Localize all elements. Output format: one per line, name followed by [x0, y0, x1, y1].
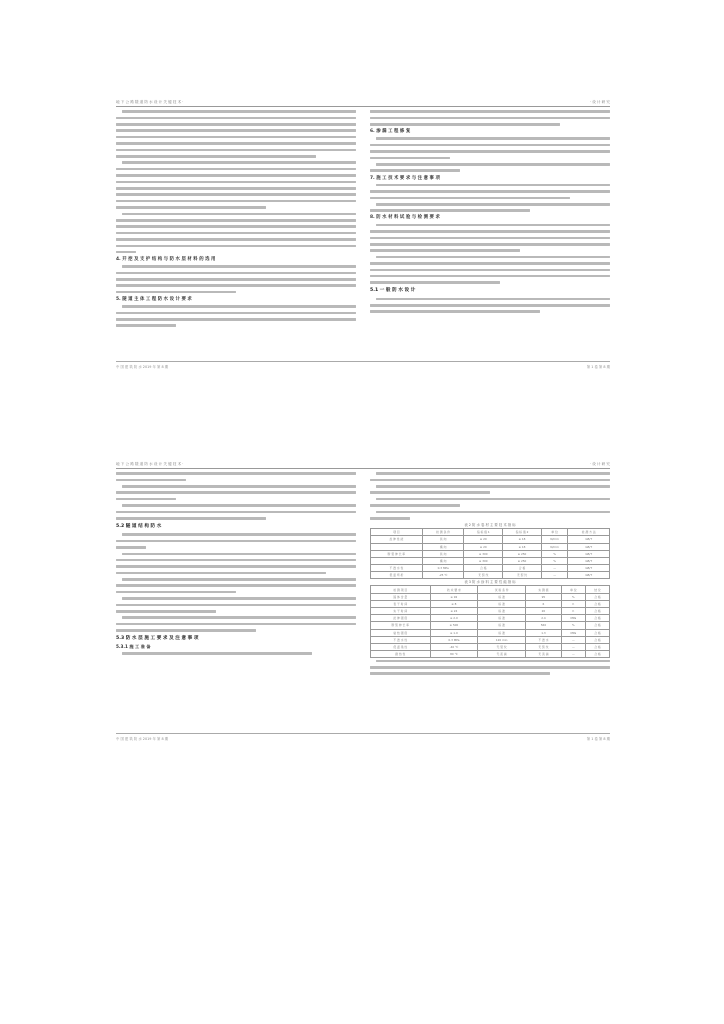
- text-line: [370, 497, 610, 502]
- table-cell: 无 流 淌: [526, 651, 562, 658]
- table-cell: 标 准: [478, 622, 526, 629]
- text-line: [116, 577, 356, 582]
- text-line: [116, 615, 356, 620]
- table-caption: 表 3 防 水 涂 料 主 要 性 能 指 标: [464, 580, 516, 585]
- table-cell: 表 干 时 间: [371, 600, 431, 607]
- text-line: [370, 155, 610, 160]
- table-cell: GB/T: [568, 565, 610, 572]
- text-line: [116, 167, 356, 172]
- table-cell: 6: [526, 600, 562, 607]
- table-cell: 无 裂 纹: [478, 643, 526, 650]
- table-cell: ≥ 250: [503, 550, 542, 557]
- text-line: [370, 162, 610, 167]
- table-cell: 无 裂 纹: [464, 572, 503, 579]
- table-row: [371, 636, 610, 643]
- section-title: 5.3 防 水 层 施 工 要 求 及 注 意 事 项: [116, 636, 199, 642]
- table-row: [371, 608, 610, 615]
- table-cell: GB/T: [568, 536, 610, 543]
- text-line: [370, 149, 610, 154]
- table-cell: -40 ℃: [430, 643, 478, 650]
- table-cell: 纵 向: [422, 550, 464, 557]
- table-header-cell: 实 测 值: [526, 586, 562, 593]
- text-line: [116, 270, 356, 275]
- text-line: [116, 622, 356, 627]
- section-heading: 7. 施 工 技 术 要 求 与 注 意 事 项: [370, 175, 440, 181]
- text-line: [370, 136, 610, 141]
- text-line: [116, 304, 356, 309]
- document-page-1: [116, 97, 610, 369]
- table-header-cell: 单 位: [561, 586, 585, 593]
- table-cell: 合 格: [585, 622, 609, 629]
- table-cell: 20: [526, 608, 562, 615]
- table-cell: 标 准: [478, 608, 526, 615]
- table-cell: 合 格: [585, 651, 609, 658]
- section-heading: 4. 开 挖 及 支 护 结 构 与 防 水 层 材 料 的 选 用: [116, 256, 216, 262]
- table-cell: 不 透 水 性: [371, 636, 431, 643]
- table-cell: -25 ℃: [422, 572, 464, 579]
- text-line: [116, 317, 356, 322]
- text-line: [116, 205, 356, 210]
- table-cell: 合 格: [503, 565, 542, 572]
- table-row: [371, 572, 610, 579]
- footer-left-text: 中 国 建 筑 防 水 2019 年 第 8 期: [116, 737, 169, 741]
- table-cell: 拉 伸 强 度: [371, 615, 431, 622]
- text-line: [116, 128, 356, 133]
- text-line: [370, 115, 610, 120]
- text-line: [370, 143, 610, 148]
- text-line: [116, 135, 356, 140]
- text-line: [370, 296, 610, 301]
- document-page-2: [116, 459, 610, 741]
- text-line: [370, 195, 610, 200]
- running-footer: [116, 361, 610, 369]
- table-cell: 断 裂 伸 长 率: [371, 550, 423, 557]
- table-cell: ≥ 300: [464, 557, 503, 564]
- footer-right-text: 第 1 卷 第 8 期: [586, 365, 610, 369]
- table-cell: h: [561, 600, 585, 607]
- section-heading: 6. 渗 漏 工 程 修 复: [370, 129, 411, 135]
- text-line: [370, 516, 610, 521]
- table-cell: ≥ 18: [503, 536, 542, 543]
- table-cell: 标 准: [478, 593, 526, 600]
- table-cell: 合 格: [585, 593, 609, 600]
- text-line: [370, 229, 610, 234]
- table-cell: 0.3 MPa: [422, 565, 464, 572]
- table-cell: ≥ 250: [503, 557, 542, 564]
- table-cell: ≥ 18: [503, 543, 542, 550]
- text-line: [116, 290, 356, 295]
- header-left-text: 地 下 公 路 隧 道 防 水 设 计 关 键 技 术 ·: [116, 462, 184, 466]
- table-cell: 2.4: [526, 615, 562, 622]
- text-line: [116, 198, 356, 203]
- text-line: [116, 323, 356, 328]
- running-footer: [116, 733, 610, 741]
- text-line: [116, 551, 356, 556]
- text-line: [116, 490, 356, 495]
- section-heading: 8. 防 水 材 料 试 验 与 检 测 要 求: [370, 215, 440, 221]
- table-cell: ≥ 92: [430, 593, 478, 600]
- text-line: [370, 261, 610, 266]
- table-cell: h: [561, 608, 585, 615]
- table-cell: 标 准: [478, 629, 526, 636]
- text-line: [116, 243, 356, 248]
- text-line: [116, 516, 356, 521]
- text-line: [370, 208, 610, 213]
- text-line: [370, 503, 610, 508]
- text-line: [116, 628, 356, 633]
- text-line: [116, 147, 356, 152]
- left-column: [116, 471, 356, 657]
- table-cell: ≤ 8: [430, 600, 478, 607]
- table-cell: ≥ 2.0: [430, 615, 478, 622]
- table-cell: 横 向: [422, 543, 464, 550]
- table-cell: MPa: [561, 615, 585, 622]
- running-header: [116, 459, 610, 469]
- table-cell: 断 裂 伸 长 率: [371, 622, 431, 629]
- table-cell: 无 裂 纹: [526, 643, 562, 650]
- text-line: [116, 509, 356, 514]
- text-line: [116, 211, 356, 216]
- table-cell: ≥ 300: [464, 550, 503, 557]
- text-line: [370, 122, 610, 127]
- table-cell: MPa: [561, 629, 585, 636]
- table-row: [371, 593, 610, 600]
- table-header-cell: 检 测 方 法: [568, 529, 610, 536]
- text-line: [116, 503, 356, 508]
- table-cell: 合 格: [585, 608, 609, 615]
- table-row: [371, 651, 610, 658]
- right-column: [370, 471, 610, 677]
- text-line: [116, 596, 356, 601]
- table-cell: 合 格: [464, 565, 503, 572]
- table-cell: ≥ 20: [464, 543, 503, 550]
- table-cell: %: [561, 593, 585, 600]
- table-cell: ≤ 24: [430, 608, 478, 615]
- text-line: [370, 189, 610, 194]
- table-cell: [371, 543, 423, 550]
- table-header-cell: 结 论: [585, 586, 609, 593]
- table-row: [371, 643, 610, 650]
- text-line: [370, 109, 610, 114]
- spec-table-2: [370, 585, 610, 658]
- table-header-cell: 技 术 要 求: [430, 586, 478, 593]
- table-row: [371, 536, 610, 543]
- text-line: [370, 222, 610, 227]
- table-cell: 95: [526, 593, 562, 600]
- spec-table-1: [370, 528, 610, 579]
- table-cell: 标 准: [478, 615, 526, 622]
- text-line: [370, 183, 610, 188]
- text-line: [116, 484, 356, 489]
- table-cell: 合 格: [585, 643, 609, 650]
- text-line: [370, 671, 610, 676]
- text-line: [116, 570, 356, 575]
- text-line: [370, 309, 610, 314]
- text-line: [116, 192, 356, 197]
- text-line: [370, 168, 610, 173]
- text-line: [116, 545, 356, 550]
- table-cell: GB/T: [568, 572, 610, 579]
- text-line: [116, 250, 356, 255]
- table-cell: [371, 557, 423, 564]
- table-cell: GB/T: [568, 550, 610, 557]
- text-line: [370, 254, 610, 259]
- text-line: [116, 497, 356, 502]
- text-line: [116, 109, 356, 114]
- text-line: [370, 202, 610, 207]
- table-cell: 标 准: [478, 600, 526, 607]
- table-cell: 1.3: [526, 629, 562, 636]
- table-cell: 560: [526, 622, 562, 629]
- text-line: [370, 242, 610, 247]
- running-header: [116, 97, 610, 107]
- text-line: [370, 274, 610, 279]
- text-line: [370, 509, 610, 514]
- text-line: [116, 224, 356, 229]
- table-header-cell: 检 测 项 目: [371, 586, 431, 593]
- table-cell: ≥ 20: [464, 536, 503, 543]
- text-line: [116, 471, 356, 476]
- table-cell: GB/T: [568, 543, 610, 550]
- table-cell: —: [541, 572, 568, 579]
- text-line: [116, 558, 356, 563]
- table-cell: 横 向: [422, 557, 464, 564]
- text-line: [116, 179, 356, 184]
- table-cell: 无 流 淌: [478, 651, 526, 658]
- text-line: [370, 235, 610, 240]
- footer-right-text: 第 1 卷 第 8 期: [586, 737, 610, 741]
- table-cell: —: [561, 636, 585, 643]
- table-cell: %: [561, 622, 585, 629]
- table-cell: GB/T: [568, 557, 610, 564]
- table-row: [371, 543, 610, 550]
- table-cell: —: [561, 651, 585, 658]
- text-line: [116, 218, 356, 223]
- table-header-cell: 项 目: [371, 529, 423, 536]
- text-line: [370, 267, 610, 272]
- table-cell: 不 透 水 性: [371, 565, 423, 572]
- table-cell: 无 裂 纹: [503, 572, 542, 579]
- text-line: [116, 538, 356, 543]
- table-cell: 低 温 柔 性: [371, 643, 431, 650]
- text-line: [116, 186, 356, 191]
- text-line: [370, 471, 610, 476]
- text-line: [116, 532, 356, 537]
- text-line: [116, 160, 356, 165]
- text-line: [370, 280, 610, 285]
- table-header-cell: 检 测 条 件: [422, 529, 464, 536]
- text-line: [116, 237, 356, 242]
- table-cell: 固 体 含 量: [371, 593, 431, 600]
- text-line: [116, 609, 356, 614]
- table-cell: 合 格: [585, 615, 609, 622]
- table-cell: N/mm: [541, 543, 568, 550]
- text-line: [370, 484, 610, 489]
- header-left-text: 地 下 公 路 隧 道 防 水 设 计 关 键 技 术 ·: [116, 100, 184, 104]
- table-row: [371, 615, 610, 622]
- table-header-cell: 试 验 条 件: [478, 586, 526, 593]
- text-line: [370, 665, 610, 670]
- text-line: [116, 173, 356, 178]
- text-line: [116, 310, 356, 315]
- table-row: [371, 565, 610, 572]
- right-column: [370, 109, 610, 315]
- table-cell: 耐 热 性: [371, 651, 431, 658]
- table-cell: 低 温 弯 折: [371, 572, 423, 579]
- text-line: [116, 264, 356, 269]
- table-cell: 纵 向: [422, 536, 464, 543]
- table-caption: 表 2 防 水 卷 材 主 要 技 术 指 标: [464, 523, 516, 528]
- table-cell: 合 格: [585, 600, 609, 607]
- table-header-cell: 指 标 值 2: [503, 529, 542, 536]
- text-line: [116, 141, 356, 146]
- section-heading: 5. 隧 道 主 体 工 程 防 水 设 计 要 求: [116, 296, 192, 302]
- section-title: 5.1 一 般 防 水 设 计: [370, 288, 416, 294]
- text-line: [116, 651, 356, 656]
- header-right-text: · 设 计 研 究: [589, 100, 610, 104]
- table-cell: 0.3 MPa: [430, 636, 478, 643]
- text-line: [116, 122, 356, 127]
- text-line: [116, 583, 356, 588]
- table-header-cell: 指 标 值 1: [464, 529, 503, 536]
- table-cell: ≥ 1.0: [430, 629, 478, 636]
- table-row: [371, 622, 610, 629]
- subsection-title: 5.3.1 施 工 准 备: [116, 644, 151, 650]
- table-cell: 120 min: [478, 636, 526, 643]
- header-right-text: · 设 计 研 究: [589, 462, 610, 466]
- text-line: [370, 490, 610, 495]
- table-cell: %: [541, 550, 568, 557]
- text-line: [116, 230, 356, 235]
- table-cell: ≥ 500: [430, 622, 478, 629]
- text-line: [116, 477, 356, 482]
- left-column: [116, 109, 356, 330]
- table-cell: 合 格: [585, 629, 609, 636]
- text-line: [116, 154, 356, 159]
- table-cell: —: [561, 643, 585, 650]
- text-line: [116, 115, 356, 120]
- footer-left-text: 中 国 建 筑 防 水 2019 年 第 8 期: [116, 365, 169, 369]
- section-title: 5.2 隧 道 结 构 防 水: [116, 524, 162, 530]
- text-line: [116, 564, 356, 569]
- text-line: [370, 303, 610, 308]
- table-header-cell: 单 位: [541, 529, 568, 536]
- table-cell: 不 透 水: [526, 636, 562, 643]
- table-row: [371, 557, 610, 564]
- text-line: [116, 590, 356, 595]
- table-cell: 合 格: [585, 636, 609, 643]
- table-cell: 80 ℃: [430, 651, 478, 658]
- text-line: [370, 658, 610, 663]
- text-line: [370, 477, 610, 482]
- table-row: [371, 600, 610, 607]
- table-cell: 实 干 时 间: [371, 608, 431, 615]
- text-line: [116, 602, 356, 607]
- text-line: [116, 283, 356, 288]
- table-row: [371, 629, 610, 636]
- table-cell: —: [541, 565, 568, 572]
- text-line: [116, 277, 356, 282]
- table-cell: 拉 伸 性 能: [371, 536, 423, 543]
- table-row: [371, 550, 610, 557]
- table-cell: N/mm: [541, 536, 568, 543]
- table-cell: %: [541, 557, 568, 564]
- table-cell: 粘 结 强 度: [371, 629, 431, 636]
- text-line: [370, 248, 610, 253]
